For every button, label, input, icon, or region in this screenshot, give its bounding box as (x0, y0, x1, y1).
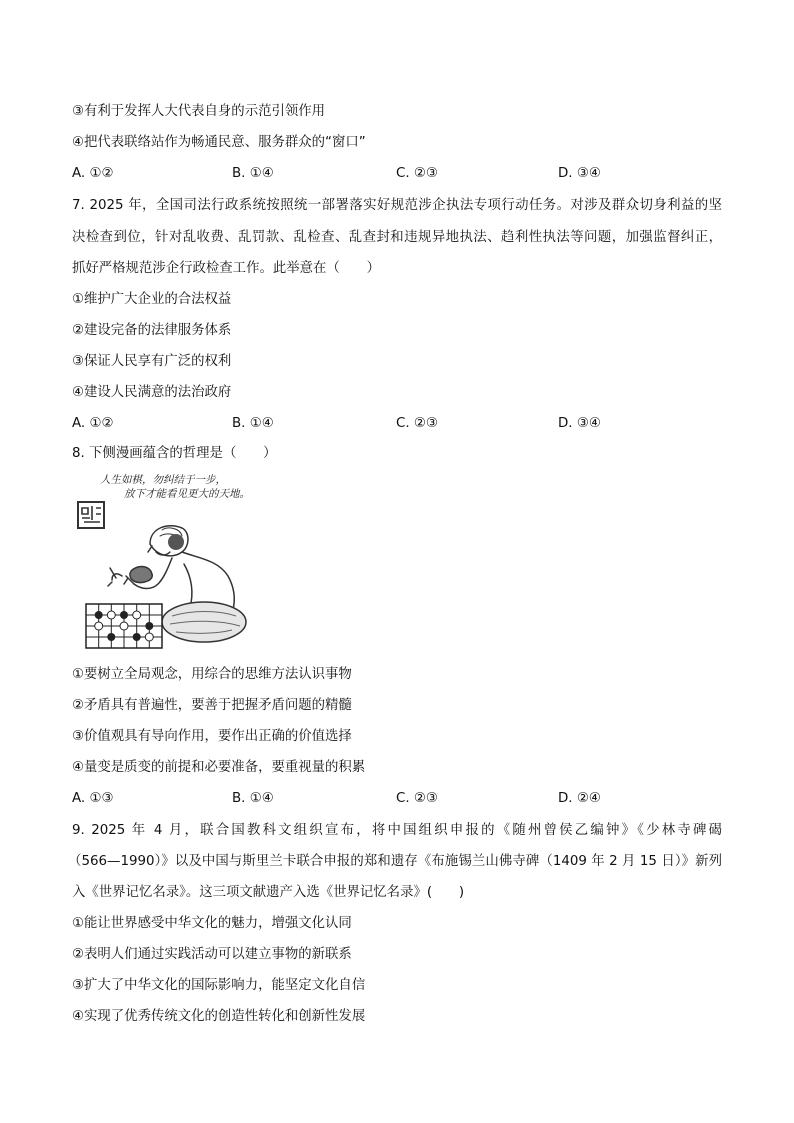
chess-cartoon-image (72, 466, 272, 656)
q8-stem: 8. 下侧漫画蕴含的哲理是（ ） (72, 446, 277, 461)
q9-stem-line-3: 入《世界记忆名录》。这三项文献遗产入选《世界记忆名录》( ) (72, 885, 465, 900)
q7-option-b: B. ①④ (232, 416, 274, 431)
q8-statement-2: ②矛盾具有普遍性，要善于把握矛盾问题的精髓 (72, 698, 352, 713)
q8-option-c: C. ②③ (396, 791, 438, 806)
chessboard-icon (86, 604, 162, 648)
q8-statement-1: ①要树立全局观念，用综合的思维方法认识事物 (72, 667, 352, 682)
q8-option-b: B. ①④ (232, 791, 274, 806)
q8-statement-3: ③价值观具有导向作用，要作出正确的价值选择 (72, 729, 352, 744)
q9-stem-line-2: （566—1990）》以及中国与斯里兰卡联合申报的郑和遗存《布施锡兰山佛寺碑（1409 年 2 月 15 日）》新列 (68, 854, 722, 869)
q6-option-c: C. ②③ (396, 166, 438, 181)
q7-stem-line-2: 决检查到位，针对乱收费、乱罚款、乱检查、乱查封和违规异地执法、趋利性执法等问题，加强监督纠正， (72, 230, 722, 245)
q7-statement-3: ③保证人民享有广泛的权利 (72, 354, 232, 369)
seal-stamp-icon (78, 502, 104, 528)
q6-option-a: A. ①② (72, 166, 114, 181)
cartoon-caption-line-1: 人生如棋，勿纠结于一步， (100, 474, 226, 486)
q7-option-c: C. ②③ (396, 416, 438, 431)
board-wood-texture (162, 602, 246, 642)
q9-statement-3: ③扩大了中华文化的国际影响力，能坚定文化自信 (72, 978, 366, 993)
q6-statement-3: ③有利于发挥人大代表自身的示范引领作用 (72, 104, 326, 119)
q7-option-a: A. ①② (72, 416, 114, 431)
cartoon-caption-line-2: 放下才能看见更大的天地。 (124, 488, 250, 500)
q9-stem-line-1: 9. 2025 年 4 月，联合国教科文组织宣布，将中国组织申报的《随州曾侯乙编钟》《少林寺碑碣 (72, 823, 722, 838)
q9-statement-2: ②表明人们通过实践活动可以建立事物的新联系 (72, 947, 352, 962)
q7-statement-2: ②建设完备的法律服务体系 (72, 323, 232, 338)
q7-stem-line-3: 抓好严格规范涉企行政检查工作。此举意在（ ） (72, 261, 380, 276)
q8-option-d: D. ②④ (558, 791, 601, 806)
q7-stem-line-1: 7. 2025 年，全国司法行政系统按照统一部署落实好规范涉企执法专项行动任务。对涉及群众切身利益的坚 (72, 198, 722, 213)
q9-statement-4: ④实现了优秀传统文化的创造性转化和创新性发展 (72, 1009, 366, 1024)
q9-statement-1: ①能让世界感受中华文化的魅力，增强文化认同 (72, 916, 352, 931)
q6-option-b: B. ①④ (232, 166, 274, 181)
q6-statement-4: ④把代表联络站作为畅通民意、服务群众的“窗口” (72, 135, 366, 150)
q7-option-d: D. ③④ (558, 416, 601, 431)
q8-statement-4: ④量变是质变的前提和必要准备，要重视量的积累 (72, 760, 366, 775)
q6-option-d: D. ③④ (558, 166, 601, 181)
q7-statement-1: ①维护广大企业的合法权益 (72, 292, 232, 307)
q8-option-a: A. ①③ (72, 791, 114, 806)
q7-statement-4: ④建设人民满意的法治政府 (72, 385, 232, 400)
